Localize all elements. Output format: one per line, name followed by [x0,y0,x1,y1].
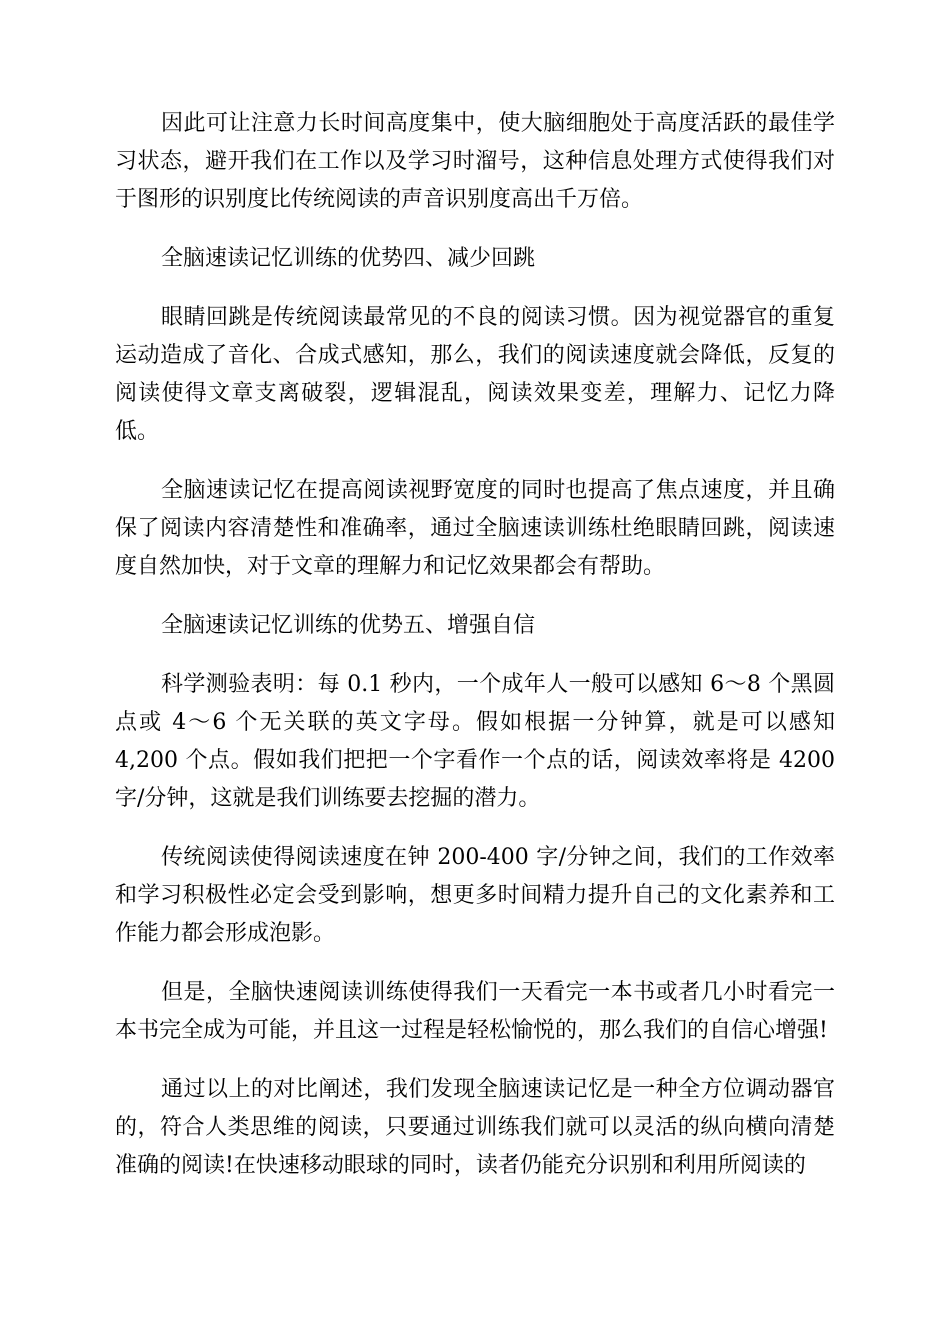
paragraph-traditional-reading: 传统阅读使得阅读速度在钟 200-400 字/分钟之间，我们的工作效率和学习积极性必定会受到影响，想更多时间精力提升自己的文化素养和工作能力都会形成泡影。 [115,845,835,946]
paragraph-scientific-test: 科学测验表明：每 0.1 秒内，一个成年人一般可以感知 6～8 个黑圆点或 4～6 个无关联的英文字母。假如根据一分钟算，就是可以感知 4,200 个点。假如我们把把一个字看作一个点的话，阅读效率将是 4200 字/分钟，这就是我们训练要去挖掘的潜力。 [115,672,835,811]
paragraph-attention: 因此可让注意力长时间高度集中，使大脑细胞处于高度活跃的最佳学习状态，避开我们在工作以及学习时溜号，这种信息处理方式使得我们对于图形的识别度比传统阅读的声音识别度高出千万倍。 [115,111,835,212]
paragraph-confidence: 但是，全脑快速阅读训练使得我们一天看完一本书或者几小时看完一本书完全成为可能，并且这一过程是轻松愉悦的，那么我们的自信心增强! [115,980,835,1043]
document-page [115,105,835,1206]
paragraph-regression: 眼睛回跳是传统阅读最常见的不良的阅读习惯。因为视觉器官的重复运动造成了音化、合成式感知，那么，我们的阅读速度就会降低，反复的阅读使得文章支离破裂，逻辑混乱，阅读效果变差，理解力、记忆力降低。 [115,305,835,444]
paragraph-conclusion: 通过以上的对比阐述，我们发现全脑速读记忆是一种全方位调动器官的，符合人类思维的阅读，只要通过训练我们就可以灵活的纵向横向清楚准确的阅读!在快速移动眼球的同时，读者仍能充分识别和利用所阅读的 [115,1077,835,1178]
paragraph-focus-speed: 全脑速读记忆在提高阅读视野宽度的同时也提高了焦点速度，并且确保了阅读内容清楚性和准确率，通过全脑速读训练杜绝眼睛回跳，阅读速度自然加快，对于文章的理解力和记忆效果都会有帮助。 [115,478,835,579]
heading-advantage-five: 全脑速读记忆训练的优势五、增强自信 [161,613,536,638]
heading-advantage-four: 全脑速读记忆训练的优势四、减少回跳 [161,246,536,271]
